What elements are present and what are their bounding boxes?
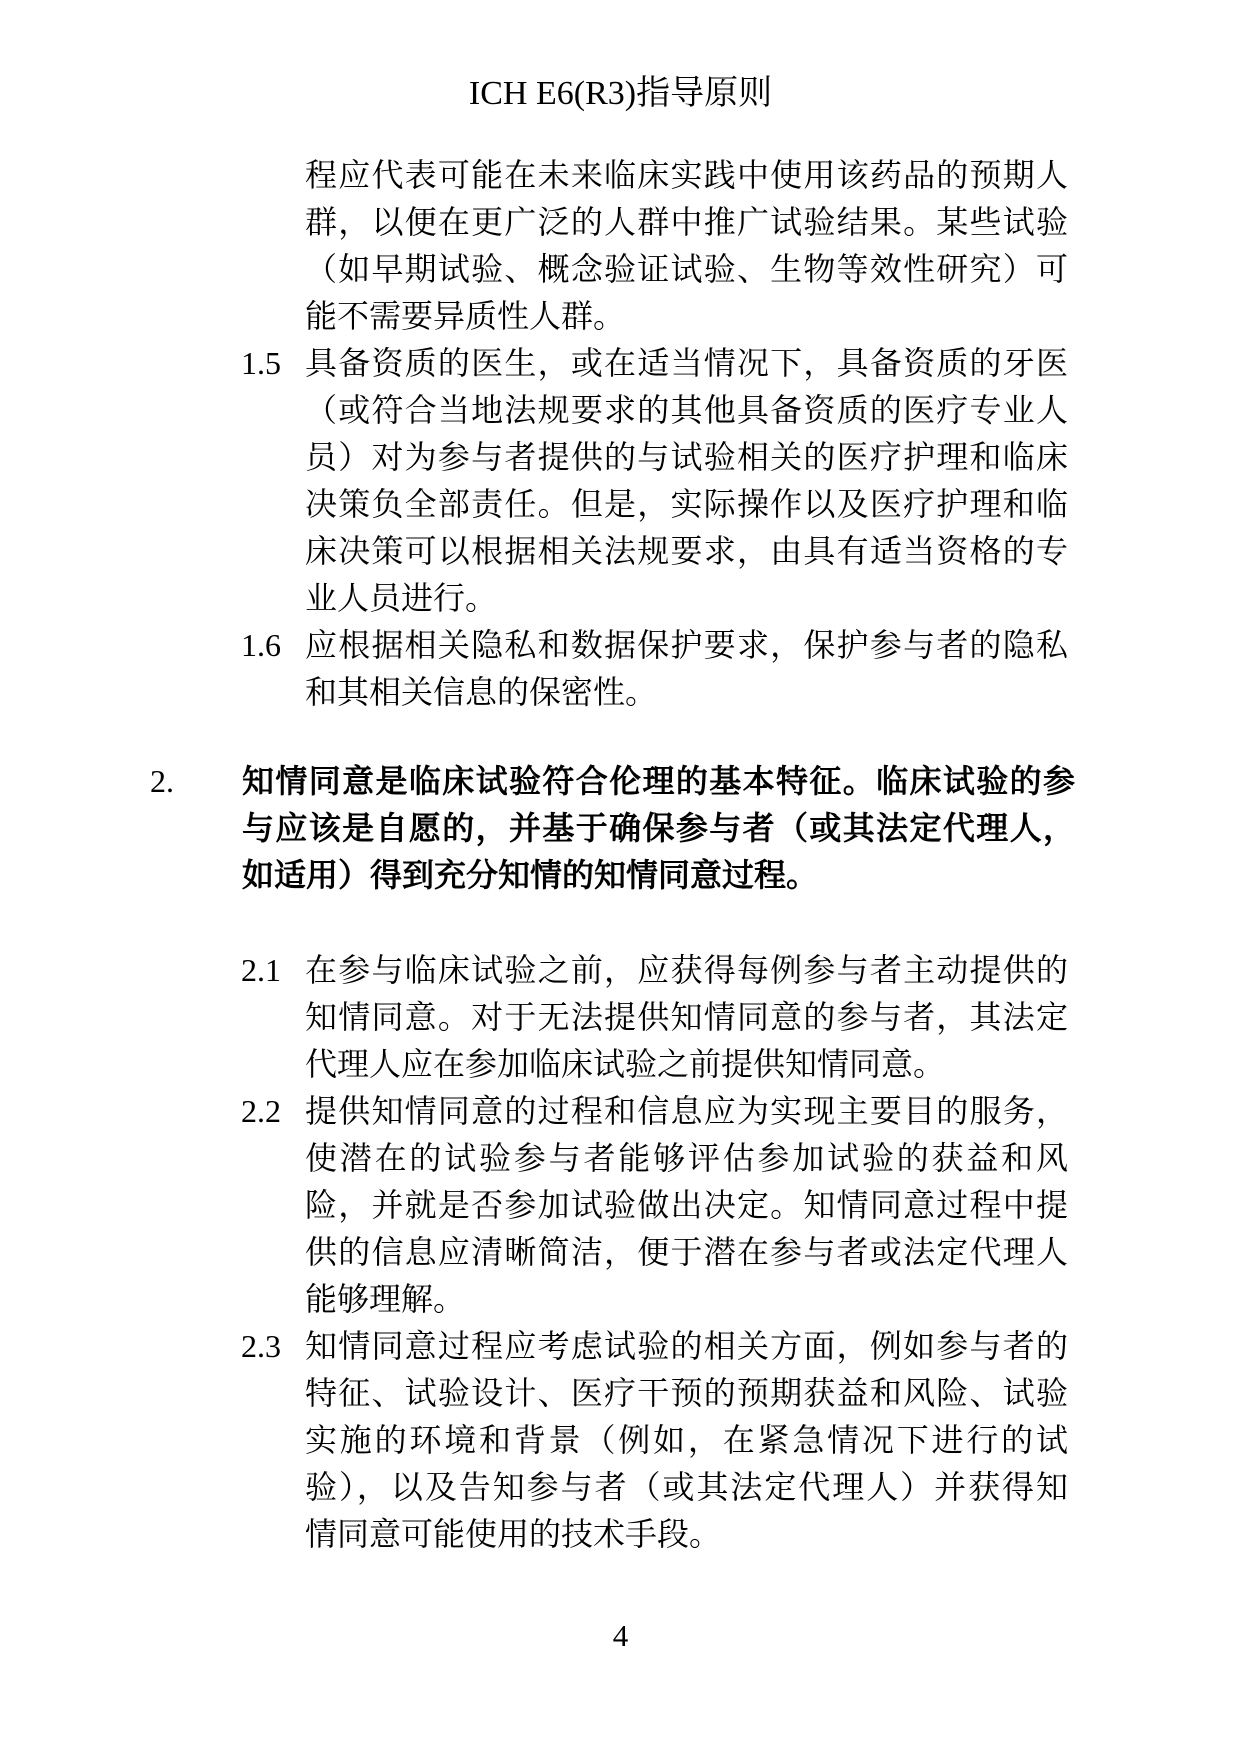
item-text <box>305 622 1068 716</box>
list-item-2-1 <box>241 947 1241 1088</box>
text-line: 业人员进行。 <box>305 580 498 616</box>
item-text <box>305 947 1068 1088</box>
text-line: 能够理解。 <box>305 1281 466 1317</box>
text-line: 提供知情同意的过程和信息应为实现主要目的服务， <box>305 1093 1068 1129</box>
text-line: 情同意可能使用的技术手段。 <box>305 1516 722 1552</box>
text-line: 员）对为参与者提供的与试验相关的医疗护理和临床 <box>305 439 1068 475</box>
text-line: 与应该是自愿的，并基于确保参与者（或其法定代理人， <box>242 810 1075 846</box>
text-line: 决策负全部责任。但是，实际操作以及医疗护理和临 <box>305 486 1068 522</box>
text-line: 供的信息应清晰简洁，便于潜在参与者或法定代理人 <box>305 1234 1068 1270</box>
text-line: 程应代表可能在未来临床实践中使用该药品的预期人 <box>305 157 1068 193</box>
item-text <box>305 340 1068 622</box>
item-number: 2.2 <box>241 1093 281 1129</box>
section-heading-text <box>242 758 1075 899</box>
item-number: 2.3 <box>241 1328 281 1364</box>
text-line: 和其相关信息的保密性。 <box>305 674 658 710</box>
text-line: 能不需要异质性人群。 <box>305 298 626 334</box>
list-item-2-2 <box>241 1088 1241 1323</box>
list-item-1-5 <box>241 340 1241 622</box>
text-line: 在参与临床试验之前，应获得每例参与者主动提供的 <box>305 952 1068 988</box>
item-number: 2.1 <box>241 952 281 988</box>
text-line: 知情同意过程应考虑试验的相关方面，例如参与者的 <box>305 1328 1068 1364</box>
text-line: 床决策可以根据相关法规要求，由具有适当资格的专 <box>305 533 1068 569</box>
page-number: 4 <box>612 1618 629 1653</box>
paragraph-continuation <box>305 152 1068 340</box>
principle-2-heading <box>150 758 1241 899</box>
list-item-1-6 <box>241 622 1241 716</box>
text-line: 验），以及告知参与者（或其法定代理人）并获得知 <box>305 1469 1068 1505</box>
text-line: 特征、试验设计、医疗干预的预期获益和风险、试验 <box>305 1375 1068 1411</box>
text-line: 代理人应在参加临床试验之前提供知情同意。 <box>305 1046 946 1082</box>
text-line: 群，以便在更广泛的人群中推广试验结果。某些试验 <box>305 204 1068 240</box>
item-number: 1.5 <box>241 345 281 381</box>
section-number: 2. <box>150 763 174 799</box>
text-line: （如早期试验、概念验证试验、生物等效性研究）可 <box>305 251 1068 287</box>
text-line: 知情同意。对于无法提供知情同意的参与者，其法定 <box>305 999 1068 1035</box>
text-line: 具备资质的医生，或在适当情况下，具备资质的牙医 <box>305 345 1068 381</box>
text-line: （或符合当地法规要求的其他具备资质的医疗专业人 <box>305 392 1068 428</box>
text-line: 险，并就是否参加试验做出决定。知情同意过程中提 <box>305 1187 1068 1223</box>
page-title: ICH E6(R3)指导原则 <box>468 75 773 112</box>
item-number: 1.6 <box>241 627 281 663</box>
text-line: 实施的环境和背景（例如，在紧急情况下进行的试 <box>305 1422 1068 1458</box>
text-line: 应根据相关隐私和数据保护要求，保护参与者的隐私 <box>305 627 1068 663</box>
list-item-2-3 <box>241 1323 1241 1558</box>
text-line: 如适用）得到充分知情的知情同意过程。 <box>242 857 819 893</box>
item-text <box>305 1323 1068 1558</box>
text-line: 知情同意是临床试验符合伦理的基本特征。临床试验的参 <box>242 763 1075 799</box>
text-line: 使潜在的试验参与者能够评估参加试验的获益和风 <box>305 1140 1068 1176</box>
item-text <box>305 1088 1068 1323</box>
document-body <box>0 114 1241 1558</box>
